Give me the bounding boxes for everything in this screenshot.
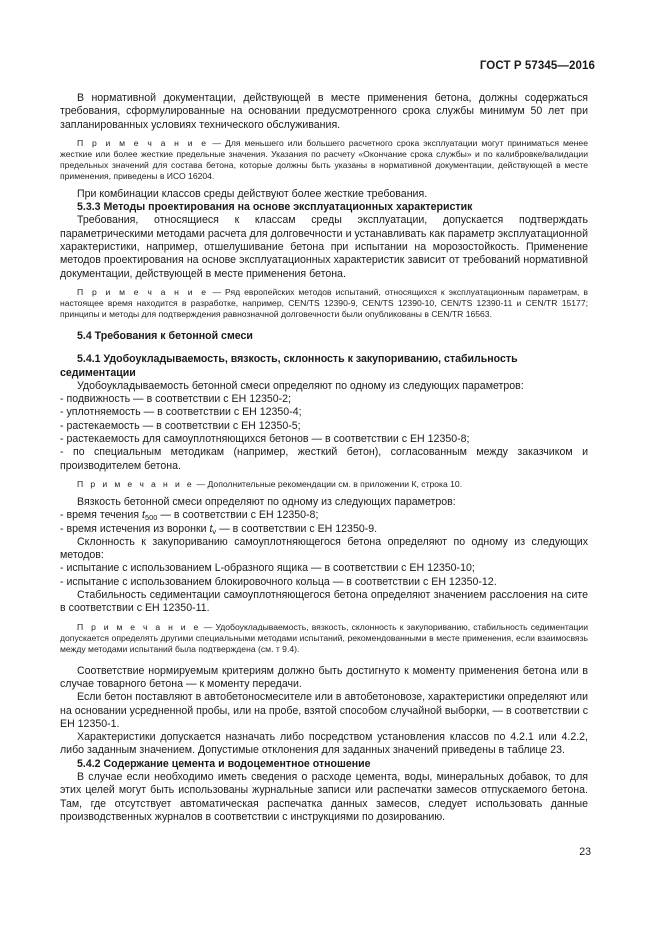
- list-item: - растекаемость для самоуплотняющихся бетонов — в соответствии с ЕН 12350-8;: [60, 433, 470, 446]
- symbol: t: [209, 522, 213, 535]
- section-heading-5-4-2: 5.4.2 Содержание цемента и водоцементное отношение: [77, 757, 371, 770]
- note: [60, 138, 588, 182]
- list-text: — в соответствии с ЕН 12350-9.: [216, 522, 378, 535]
- paragraph: Склонность к закупориванию самоуплотняющегося бетона определяют по одному из следующих методов:: [60, 535, 588, 562]
- note-label: П р и м е ч а н и е: [77, 478, 195, 489]
- section-heading-5-3-3: 5.3.3 Методы проектирования на основе эксплуатационных характеристик: [77, 201, 473, 214]
- list-item: [60, 509, 588, 522]
- note-text: — Удобоукладываемость, вязкость, склонность к закупориванию, стабильность седиментации допускается определять другими специальными методами испытаний, рекомендованными в месте применения, если взаимосвязь между методами испытаний была подтверждена (см. т 9.4).: [60, 621, 588, 654]
- paragraph: При комбинации классов среды действуют более жесткие требования.: [77, 187, 428, 200]
- page-number: 23: [579, 846, 591, 858]
- symbol: t: [141, 509, 145, 522]
- paragraph: Стабильность седиментации самоуплотняющегося бетона определяют значением расслоения на сите в соответствии с ЕН 12350-11.: [60, 589, 588, 615]
- list-item: - подвижность — в соответствии с ЕН 12350-2;: [60, 393, 292, 406]
- note-label: П р и м е ч а н и е: [77, 621, 201, 632]
- document-body: [60, 92, 588, 824]
- note: [60, 622, 588, 655]
- note-text: — Для меньшего или большего расчетного срока эксплуатации могут приниматься менее жесткие или более жесткие предельные значения. Указания по расчету «Окончание срока службы» и по калибровке/валидации предельных значений для состава бетона, которые должны быть указаны в нормативной документации, действующей в месте применения, приведены в ИСО 16204.: [60, 137, 588, 181]
- list-text: — в соответствии с ЕН 12350-8;: [157, 509, 319, 522]
- paragraph: В случае если необходимо иметь сведения о расходе цемента, воды, минеральных добавок, то для этих целей могут быть использованы журнальные записи или распечатки замесов отпускаемого бетона. Там, где отсутствует автоматическая распечатка данных замесов, следует использовать данные производственных журналов в соответствии с инструкциями по дозированию.: [60, 770, 588, 823]
- list-text: - время истечения из воронки: [60, 522, 210, 535]
- subscript: 500: [144, 513, 158, 523]
- list-item: - испытание с использованием блокировочного кольца — в соответствии с ЕН 12350-12.: [60, 575, 497, 588]
- paragraph: Характеристики допускается назначать либо посредством установления классов по 4.2.1 или 4.2.2, либо заданным значением. Допустимые отклонения для заданных значений приведены в таблице 23.: [60, 731, 588, 757]
- section-heading-5-4-1: 5.4.1 Удобоукладываемость, вязкость, склонность к закупориванию, стабильность седиментации: [60, 353, 518, 379]
- note-text: — Дополнительные рекомендации см. в приложении К, строка 10.: [194, 478, 463, 489]
- note: [60, 287, 588, 320]
- note-label: П р и м е ч а н и е: [77, 286, 209, 297]
- paragraph: Если бетон поставляют в автобетоносмесителе или в автобетоновозе, характеристики определяют или на основании усредненной пробы, или на пробе, взятой способом случайной выборки, — в соответствии с ЕН 12350-1.: [60, 691, 588, 730]
- standard-code-header: ГОСТ Р 57345—2016: [479, 60, 595, 72]
- list-item: - испытание с использованием L-образного ящика — в соответствии с ЕН 12350-10;: [60, 562, 475, 575]
- section-heading-5-4: 5.4 Требования к бетонной смеси: [77, 329, 253, 342]
- paragraph: Удобоукладываемость бетонной смеси определяют по одному из следующих параметров:: [77, 379, 524, 392]
- list-item: [60, 523, 588, 536]
- note-text: — Ряд европейских методов испытаний, относящихся к эксплуатационным параметрам, в настоящее время находится в разработке, например, CEN/TS 12390-9, CEN/TS 12390-10, CEN/TS 12390-11 и CEN/TR 15177; принципы и методы для подтверждения равнозначной долговечности были опубликованы в CEN/TR 16563.: [60, 286, 588, 319]
- list-item: - растекаемость — в соответствии с ЕН 12350-5;: [60, 419, 301, 432]
- note-label: П р и м е ч а н и е: [77, 137, 209, 148]
- list-item: - по специальным методикам (например, жесткий бетон), согласованным между заказчиком и производителем бетона.: [60, 446, 588, 472]
- paragraph: Требования, относящиеся к классам среды эксплуатации, допускается подтверждать параметрическими методами расчета для долговечности и устанавливать как параметр эксплуатационной характеристики, например, отшелушивание бетона при испытании на морозостойкость. Применение методов проектирования на основе эксплуатационных характеристик зависит от требований нормативной документации, действующей в месте применения бетона.: [60, 214, 588, 280]
- list-item: - уплотняемость — в соответствии с ЕН 12350-4;: [60, 406, 302, 419]
- paragraph: В нормативной документации, действующей в месте применения бетона, должны содержаться требования, сформулированные на основании предусмотренного срока службы минимум 50 лет при запланированных условиях технического обслуживания.: [60, 92, 588, 131]
- note: [60, 479, 588, 490]
- list-text: - время течения: [60, 509, 142, 522]
- subscript: v: [212, 526, 217, 536]
- paragraph: Соответствие нормируемым критериям должно быть достигнуто к моменту применения бетона или в случае товарного бетона — к моменту передачи.: [60, 664, 588, 690]
- paragraph: Вязкость бетонной смеси определяют по одному из следующих параметров:: [77, 495, 456, 508]
